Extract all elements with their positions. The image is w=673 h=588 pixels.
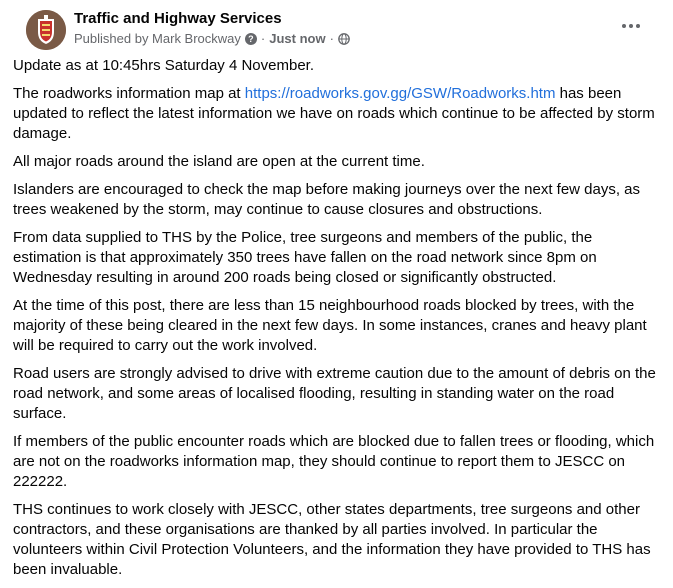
post-paragraph: At the time of this post, there are less than 15 neighbourhood roads blocked by trees, with the majority of these being cleared in the next few days. In some instances, cranes and heavy plant will be required to carry out the work involved. — [13, 297, 647, 354]
meta-separator: · — [260, 31, 266, 46]
post-header — [13, 0, 660, 52]
crest-icon — [26, 10, 66, 50]
post-paragraph — [13, 84, 659, 144]
ellipsis-icon — [636, 24, 640, 28]
question-icon[interactable]: ? — [245, 33, 257, 45]
post-paragraph: Road users are strongly advised to drive with extreme caution due to the amount of debris on the road network, and some areas of localised flooding, resulting in standing water on the road surface. — [13, 365, 656, 422]
paragraph-text: The roadworks information map at — [13, 85, 245, 102]
post-paragraph: THS continues to work closely with JESCC, other states departments, tree surgeons and other contractors, and these organisations are thanked by all parties involved. In particular the volunteers within Civil Protection Volunteers, and the information they have provided to THS has been invaluable. — [13, 501, 651, 578]
published-by: Published by Mark Brockway — [74, 31, 241, 46]
post-paragraph: From data supplied to THS by the Police, tree surgeons and members of the public, the estimation is that approximately 350 trees have fallen on the road network since 8pm on Wednesday resulting in around 200 roads being closed or significantly obstructed. — [13, 229, 597, 286]
more-options-button[interactable] — [615, 14, 647, 38]
ellipsis-icon — [622, 24, 626, 28]
globe-icon[interactable] — [338, 33, 350, 45]
page-name[interactable]: Traffic and Highway Services — [74, 10, 282, 27]
ellipsis-icon — [629, 24, 633, 28]
post-meta — [74, 31, 350, 47]
roadworks-map-link[interactable]: https://roadworks.gov.gg/GSW/Roadworks.htm — [244, 85, 556, 102]
meta-separator: · — [329, 31, 334, 46]
post-paragraph: Islanders are encouraged to check the map before making journeys over the next few days, as trees weakened by the storm, may continue to cause closures and obstructions. — [13, 181, 641, 218]
post-paragraph: If members of the public encounter roads which are blocked due to fallen trees or flooding, which are not on the roadworks information map, they should continue to report them to JESCC on 222222. — [13, 433, 655, 490]
post-paragraph: Update as at 10:45hrs Saturday 4 November. — [13, 57, 315, 74]
post-body — [13, 56, 659, 588]
post-paragraph: All major roads around the island are open at the current time. — [13, 153, 425, 170]
paragraph-text: has been updated to reflect the latest information we have on roads which continue to be affected by storm damage. — [13, 85, 655, 142]
author-block — [74, 10, 350, 47]
post-timestamp[interactable]: Just now — [269, 31, 326, 46]
page-avatar[interactable] — [26, 10, 66, 50]
